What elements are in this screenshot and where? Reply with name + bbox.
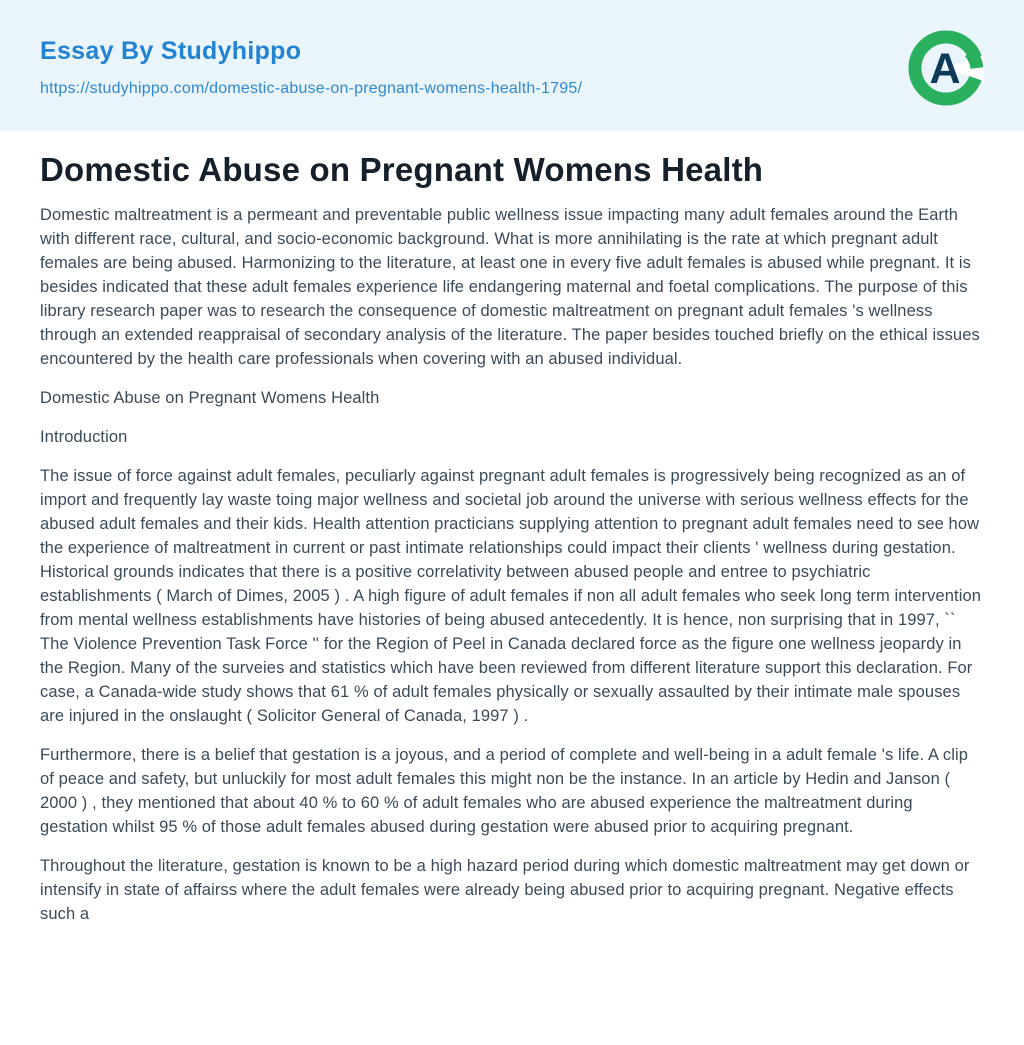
page-header bbox=[0, 0, 1024, 131]
paragraph-introduction-body: The issue of force against adult females, peculiarly against pregnant adult females is progressively being recognized as an of import and frequently lay waste toing major wellness and societal job around the universe with serious wellness effects for the abused adult females and their kids. Health attention practicians supplying attention to pregnant adult females need to see how the experience of maltreatment in current or past intimate relationships could impact their clients ' wellness during gestation. Historical grounds indicates that there is a positive correlativity between abused people and entree to psychiatric establishments ( March of Dimes, 2005 ) . A high figure of adult females if non all adult females who seek long term intervention from mental wellness establishments have histories of being abused antecedently. It is hence, non surprising that in 1997, `` The Violence Prevention Task Force '' for the Region of Peel in Canada declared force as the figure one wellness jeopardy in the Region. Many of the surveies and statistics which have been reviewed from different literature support this declaration. For case, a Canada-wide study shows that 61 % of adult females physically or sexually assaulted by their intimate male spouses are injured in the onslaught ( Solicitor General of Canada, 1997 ) . bbox=[40, 467, 982, 725]
paragraph-furthermore: Furthermore, there is a belief that gestation is a joyous, and a period of complete and well-being in a adult female 's life. A clip of peace and safety, but unluckily for most adult females this might non be the instance. In an article by Hedin and Janson ( 2000 ) , they mentioned that about 40 % to 60 % of adult females who are abused experience the maltreatment during gestation whilst 95 % of those adult females abused during gestation were abused prior to acquiring pregnant. bbox=[40, 746, 969, 836]
paragraph-heading-repeat: Domestic Abuse on Pregnant Womens Health bbox=[40, 389, 380, 407]
header-text-block bbox=[40, 37, 582, 98]
paragraph-throughout: Throughout the literature, gestation is known to be a high hazard period during which domestic maltreatment may get down or intensify in state of affairss where the adult females were already being abused prior to acquiring pregnant. Negative effects such a bbox=[40, 857, 970, 923]
paragraph-introduction-label: Introduction bbox=[40, 428, 128, 446]
studyhippo-logo-icon bbox=[908, 30, 984, 106]
studyhippo-logo bbox=[908, 30, 984, 106]
paragraph-abstract: Domestic maltreatment is a permeant and preventable public wellness issue impacting many adult females around the Earth with different race, cultural, and socio-economic background. What is more annihilating is the rate at which pregnant adult females are being abused. Harmonizing to the literature, at least one in every five adult females is abused while pregnant. It is besides indicated that these adult females experience life endangering maternal and foetal complications. The purpose of this library research paper was to research the consequence of domestic maltreatment on pregnant adult females 's wellness through an extended reappraisal of secondary analysis of the literature. The paper besides touched briefly on the ethical issues encountered by the health care professionals when covering with an abused individual. bbox=[40, 206, 980, 368]
article-content bbox=[0, 131, 1024, 926]
site-title: Essay By Studyhippo bbox=[40, 37, 302, 65]
article-title: Domestic Abuse on Pregnant Womens Health bbox=[40, 151, 764, 188]
logo-letter: A bbox=[929, 44, 961, 93]
article-url-link[interactable]: https://studyhippo.com/domestic-abuse-on-pregnant-womens-health-1795/ bbox=[40, 80, 583, 97]
